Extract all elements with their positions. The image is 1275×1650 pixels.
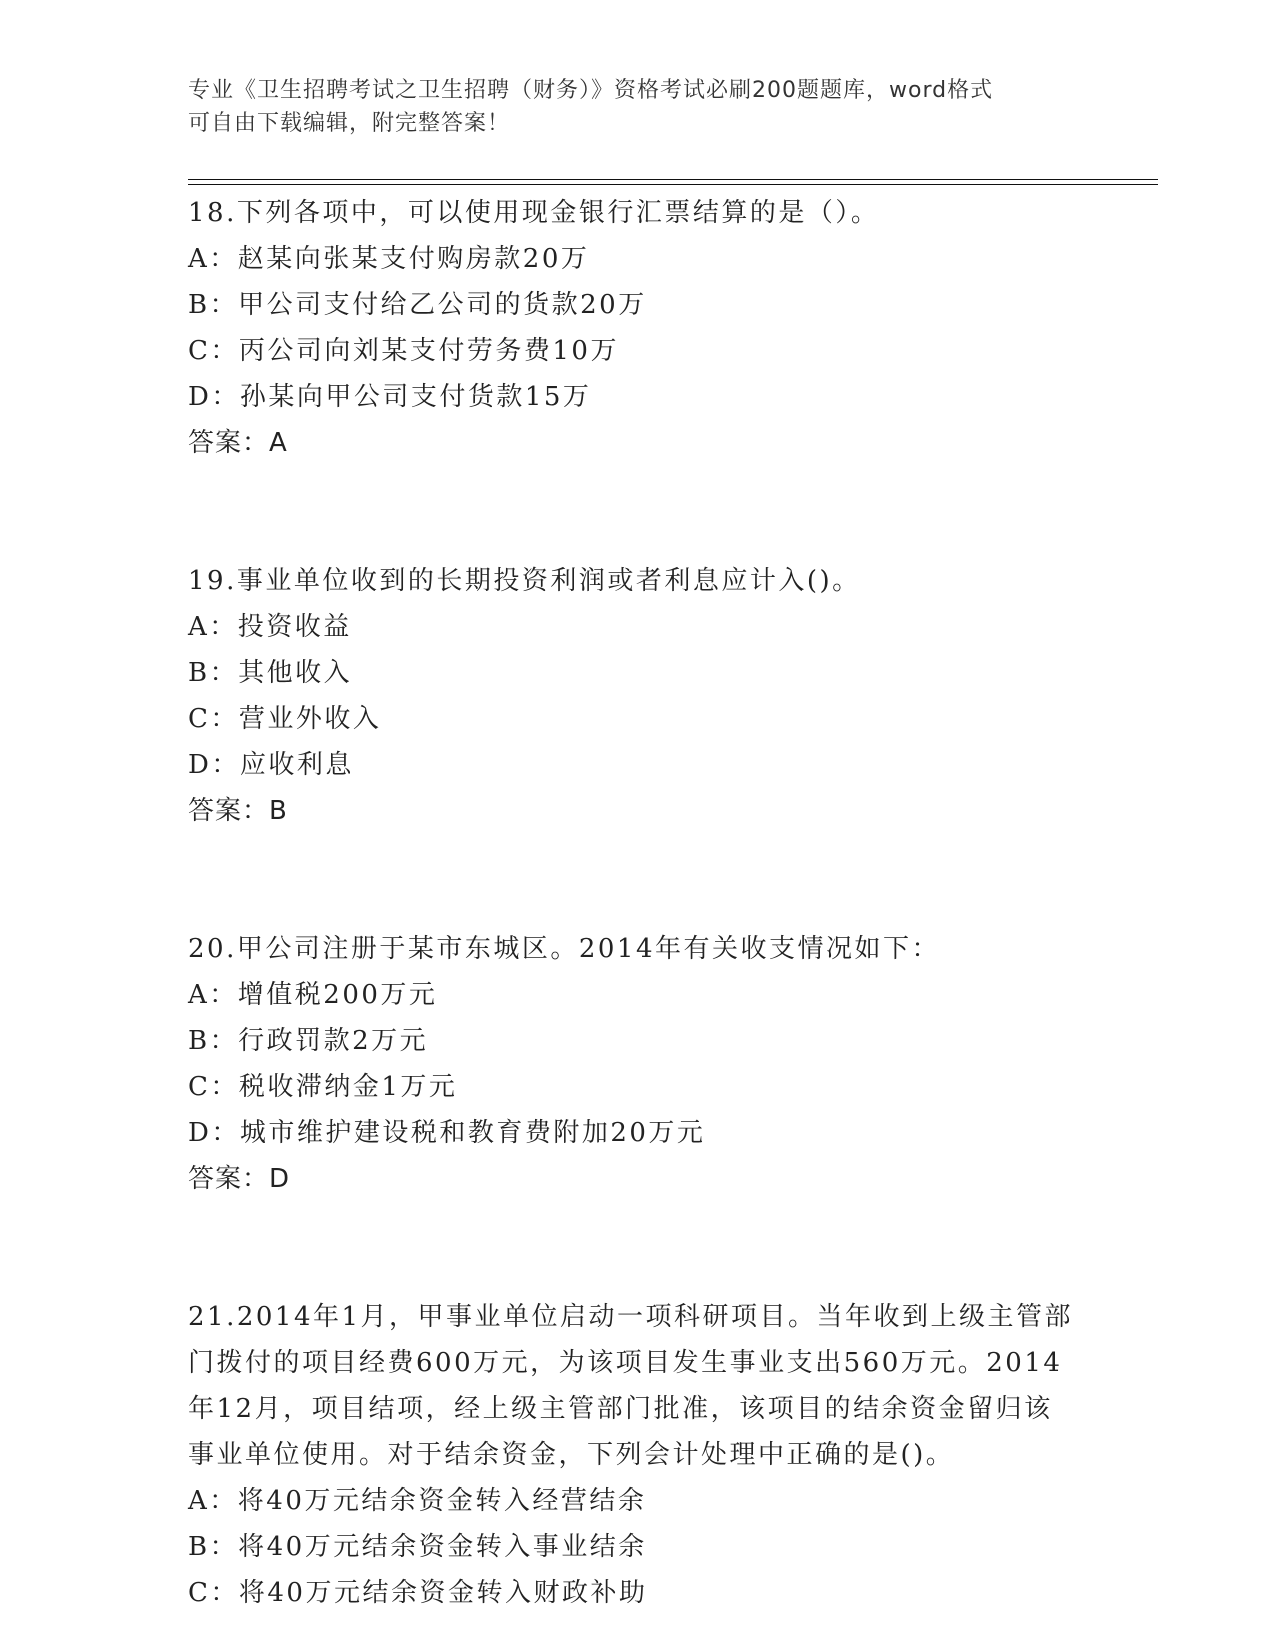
option-d: D：应收利息 xyxy=(188,750,354,780)
question-block xyxy=(188,558,1088,834)
question-block xyxy=(188,1294,1088,1616)
header-divider-top xyxy=(188,179,1158,180)
answer-text: 答案：A xyxy=(188,428,288,458)
question-text-line-2: 门拨付的项目经费600万元，为该项目发生事业支出560万元。2014 xyxy=(188,1348,1063,1378)
header-divider-bottom xyxy=(188,184,1158,185)
question-block xyxy=(188,926,1088,1202)
option-b: B：其他收入 xyxy=(188,658,353,688)
option-c: C：营业外收入 xyxy=(188,704,382,734)
question-text-line-3: 年12月，项目结项，经上级主管部门批准，该项目的结余资金留归该 xyxy=(188,1394,1053,1424)
question-block xyxy=(188,190,1088,466)
option-d: D：孙某向甲公司支付货款15万 xyxy=(188,382,592,412)
option-d: D：城市维护建设税和教育费附加20万元 xyxy=(188,1118,706,1148)
option-a: A：将40万元结余资金转入经营结余 xyxy=(188,1486,647,1516)
option-b: B：甲公司支付给乙公司的货款20万 xyxy=(188,290,647,320)
option-c: C：将40万元结余资金转入财政补助 xyxy=(188,1578,648,1608)
option-b: B：行政罚款2万元 xyxy=(188,1026,429,1056)
header-line-2: 可自由下载编辑，附完整答案！ xyxy=(188,111,511,136)
question-text: 18.下列各项中，可以使用现金银行汇票结算的是（）。 xyxy=(188,198,880,228)
document-header xyxy=(188,74,1088,140)
question-text: 19.事业单位收到的长期投资利润或者利息应计入()。 xyxy=(188,566,861,596)
option-a: A：增值税200万元 xyxy=(188,980,438,1010)
header-line-1: 专业《卫生招聘考试之卫生招聘（财务）》资格考试必刷200题题库，word格式 xyxy=(188,78,994,103)
question-text-line-1: 21.2014年1月，甲事业单位启动一项科研项目。当年收到上级主管部 xyxy=(188,1302,1074,1332)
question-list xyxy=(188,190,1088,1616)
answer-text: 答案：D xyxy=(188,1164,291,1194)
option-b: B：将40万元结余资金转入事业结余 xyxy=(188,1532,647,1562)
option-a: A：赵某向张某支付购房款20万 xyxy=(188,244,590,274)
option-a: A：投资收益 xyxy=(188,612,352,642)
answer-text: 答案：B xyxy=(188,796,288,826)
question-text-line-4: 事业单位使用。对于结余资金，下列会计处理中正确的是()。 xyxy=(188,1440,955,1470)
option-c: C：丙公司向刘某支付劳务费10万 xyxy=(188,336,619,366)
option-c: C：税收滞纳金1万元 xyxy=(188,1072,458,1102)
question-text: 20.甲公司注册于某市东城区。2014年有关收支情况如下： xyxy=(188,934,941,964)
